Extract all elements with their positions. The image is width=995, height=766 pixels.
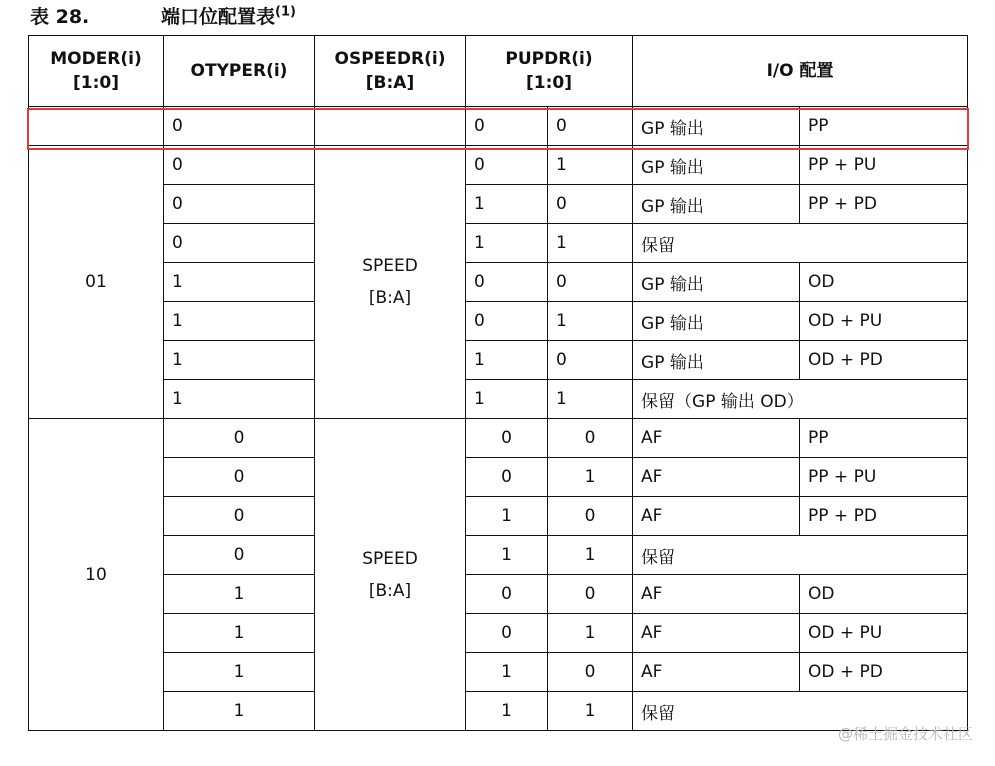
io-type-cell: OD + PU — [800, 614, 968, 653]
io-mode-cell: AF — [633, 497, 800, 536]
pupdr-bit1-cell: 1 — [466, 497, 548, 536]
speed-label: SPEED — [362, 548, 418, 569]
watermark: @稀土掘金技术社区 — [837, 725, 973, 743]
pupdr-bit0-cell: 0 — [548, 185, 633, 224]
io-mode-cell: 保留 — [633, 536, 968, 575]
pupdr-bit1-cell: 1 — [466, 536, 548, 575]
speed-label: SPEED — [362, 256, 418, 276]
io-type-cell: PP + PU — [800, 458, 968, 497]
io-type-cell: PP — [800, 107, 968, 146]
table-row — [29, 692, 968, 731]
io-type-cell: OD + PU — [800, 302, 968, 341]
pupdr-bit1-cell: 1 — [466, 380, 548, 419]
io-type-cell: OD — [800, 263, 968, 302]
otyper-cell: 1 — [164, 692, 315, 731]
pupdr-bit0-cell: 1 — [548, 302, 633, 341]
table-row — [29, 263, 968, 302]
io-type-cell: PP — [800, 419, 968, 458]
otyper-cell: 0 — [164, 536, 315, 575]
pupdr-bit0-cell: 0 — [548, 107, 633, 146]
otyper-cell: 0 — [164, 107, 315, 146]
moder-cell — [29, 107, 164, 146]
table-row — [29, 341, 968, 380]
table-caption — [30, 4, 296, 30]
io-type-cell: OD + PD — [800, 653, 968, 692]
pupdr-bit1-cell: 0 — [466, 107, 548, 146]
table-number: 表 28. — [30, 6, 90, 28]
io-mode-cell: AF — [633, 653, 800, 692]
table-row — [29, 458, 968, 497]
table-row — [29, 419, 968, 458]
pupdr-bit1-cell: 1 — [466, 653, 548, 692]
pupdr-bit1-cell: 0 — [466, 575, 548, 614]
pupdr-bit1-cell: 0 — [466, 614, 548, 653]
speed-bits-label: [B:A] — [368, 288, 412, 308]
pupdr-bit0-cell: 1 — [548, 458, 633, 497]
otyper-cell: 0 — [164, 146, 315, 185]
io-type-cell: PP + PD — [800, 497, 968, 536]
otyper-cell: 1 — [164, 263, 315, 302]
table-row — [29, 224, 968, 263]
pupdr-bit0-cell: 0 — [548, 497, 633, 536]
io-mode-cell: GP 输出 — [633, 146, 800, 185]
ospeedr-speed-cell — [315, 146, 466, 419]
table-row-highlighted — [29, 107, 968, 146]
otyper-cell: 0 — [164, 497, 315, 536]
io-mode-cell: 保留 — [633, 224, 968, 263]
pupdr-bit0-cell: 0 — [548, 653, 633, 692]
io-type-cell: PP + PU — [800, 146, 968, 185]
table-row — [29, 653, 968, 692]
pupdr-bit1-cell: 0 — [466, 458, 548, 497]
moder-group-cell: 10 — [29, 419, 164, 731]
otyper-cell: 0 — [164, 185, 315, 224]
io-mode-cell: GP 输出 — [633, 263, 800, 302]
pupdr-bit1-cell: 0 — [466, 419, 548, 458]
io-mode-cell: AF — [633, 614, 800, 653]
table-title: 端口位配置表 — [161, 6, 276, 28]
header-moder: MODER(i) [1:0] — [29, 36, 164, 107]
pupdr-bit0-cell: 1 — [548, 536, 633, 575]
moder-group-cell: 01 — [29, 146, 164, 419]
pupdr-bit0-cell: 0 — [548, 341, 633, 380]
table-row — [29, 185, 968, 224]
header-otyper: OTYPER(i) — [164, 36, 315, 107]
io-type-cell: OD — [800, 575, 968, 614]
pupdr-bit1-cell: 1 — [466, 341, 548, 380]
otyper-cell: 1 — [164, 380, 315, 419]
io-mode-cell: AF — [633, 458, 800, 497]
otyper-cell: 1 — [164, 341, 315, 380]
table-row — [29, 536, 968, 575]
otyper-cell: 0 — [164, 224, 315, 263]
pupdr-bit0-cell: 1 — [548, 224, 633, 263]
header-pupdr: PUPDR(i) [1:0] — [466, 36, 633, 107]
header-ospeedr: OSPEEDR(i) [B:A] — [315, 36, 466, 107]
pupdr-bit1-cell: 1 — [466, 185, 548, 224]
speed-bits-label: [B:A] — [368, 580, 412, 601]
otyper-cell: 1 — [164, 614, 315, 653]
io-mode-cell: GP 输出 — [633, 302, 800, 341]
pupdr-bit1-cell: 1 — [466, 692, 548, 731]
io-type-cell: OD + PD — [800, 341, 968, 380]
io-mode-cell: AF — [633, 575, 800, 614]
io-mode-cell: 保留 — [633, 692, 968, 731]
pupdr-bit1-cell: 0 — [466, 146, 548, 185]
pupdr-bit0-cell: 0 — [548, 419, 633, 458]
table-row — [29, 146, 968, 185]
header-io-config: I/O 配置 — [633, 36, 968, 107]
io-mode-cell: GP 输出 — [633, 185, 800, 224]
pupdr-bit0-cell: 1 — [548, 692, 633, 731]
pupdr-bit0-cell: 0 — [548, 263, 633, 302]
footnote-ref: (1) — [275, 4, 296, 20]
otyper-cell: 0 — [164, 419, 315, 458]
io-mode-cell: AF — [633, 419, 800, 458]
pupdr-bit0-cell: 1 — [548, 380, 633, 419]
io-type-cell: PP + PD — [800, 185, 968, 224]
port-bit-config-table — [28, 35, 968, 731]
otyper-cell: 0 — [164, 458, 315, 497]
pupdr-bit1-cell: 0 — [466, 302, 548, 341]
table-row — [29, 497, 968, 536]
ospeedr-cell — [315, 107, 466, 146]
pupdr-bit1-cell: 1 — [466, 224, 548, 263]
table-row — [29, 380, 968, 419]
ospeedr-speed-cell — [315, 419, 466, 731]
io-mode-cell: 保留（GP 输出 OD） — [633, 380, 968, 419]
pupdr-bit1-cell: 0 — [466, 263, 548, 302]
table-row — [29, 575, 968, 614]
otyper-cell: 1 — [164, 302, 315, 341]
io-mode-cell: GP 输出 — [633, 341, 800, 380]
otyper-cell: 1 — [164, 653, 315, 692]
io-mode-cell: GP 输出 — [633, 107, 800, 146]
header-row — [29, 36, 968, 107]
otyper-cell: 1 — [164, 575, 315, 614]
pupdr-bit0-cell: 1 — [548, 614, 633, 653]
pupdr-bit0-cell: 1 — [548, 146, 633, 185]
table-row — [29, 302, 968, 341]
pupdr-bit0-cell: 0 — [548, 575, 633, 614]
table-row — [29, 614, 968, 653]
